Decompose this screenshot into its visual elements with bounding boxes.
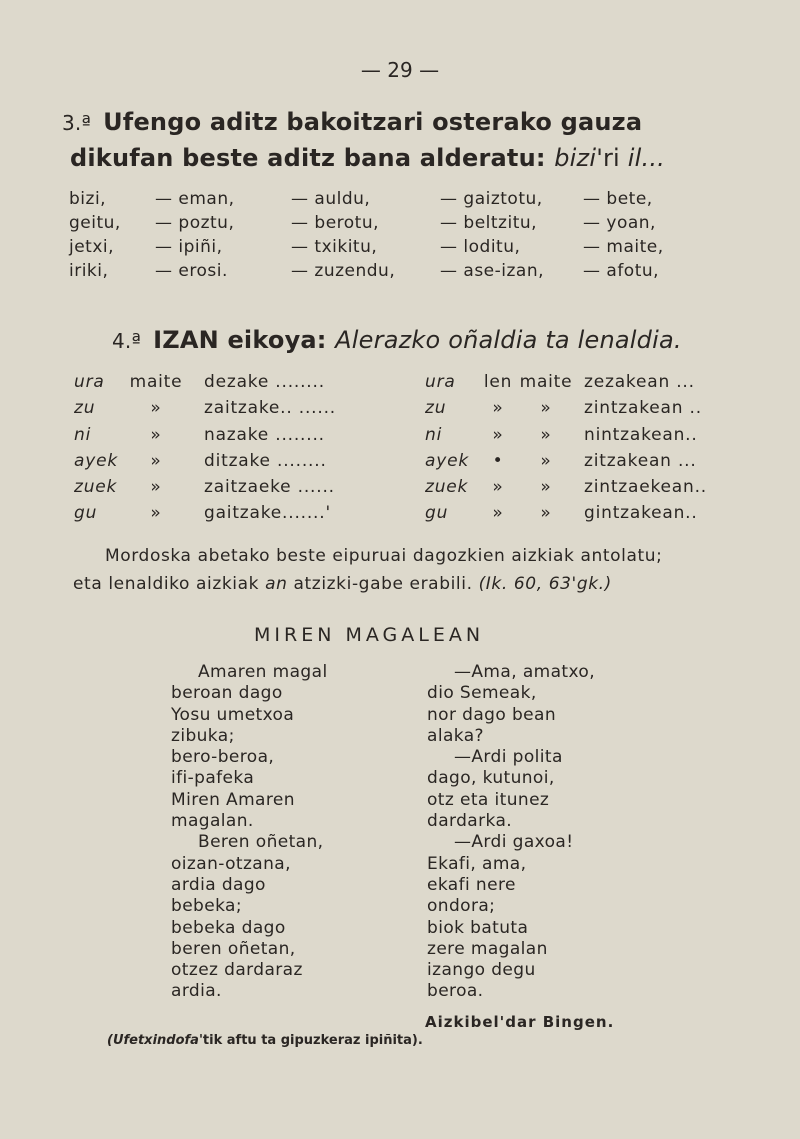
- poem-line: bebeka dago: [171, 917, 286, 938]
- verb-form: zaitzaeke ......: [204, 477, 335, 498]
- verb-grid-col4: [440, 187, 544, 283]
- verb-cell: — berotu,: [291, 213, 380, 233]
- exercise-3-title-text: Ufengo aditz bakoitzari osterako gauza: [103, 108, 643, 136]
- exercise-3-title-line2: [70, 144, 665, 172]
- exercise-3-title-example: bizi: [554, 144, 597, 172]
- aux: •: [492, 450, 504, 471]
- verb-cell: — poztu,: [155, 213, 235, 233]
- exercise-3-title-line1: [62, 108, 642, 136]
- verb: »: [540, 450, 552, 471]
- verb-cell: — yoan,: [583, 213, 656, 233]
- verb-grid-col3: [291, 187, 395, 283]
- note-text: eta lenaldiko aizkiak: [73, 574, 266, 594]
- conj-right-aux: [480, 369, 516, 527]
- poem-line: dardarka.: [427, 811, 513, 832]
- aux: len: [483, 372, 513, 392]
- poem-author: Aizkibel'dar Bingen.: [425, 1013, 615, 1031]
- aux: »: [492, 398, 504, 419]
- poem-line: ekafi nere: [427, 874, 516, 895]
- exercise-4-title-text: IZAN eikoya:: [153, 326, 336, 354]
- verb-form: zaitzake.. ......: [204, 398, 337, 419]
- verb-form: zintzaekean..: [584, 477, 707, 498]
- verb-cell: — txikitu,: [291, 237, 378, 257]
- exercise-4-title: [112, 326, 682, 354]
- verb-form: dezake ........: [204, 372, 325, 392]
- exercise-3-number: 3.ª: [62, 111, 92, 135]
- pronoun: ayek: [425, 450, 469, 471]
- verb-grid-col5: [583, 187, 664, 283]
- poem-line: dago, kutunoi,: [427, 768, 555, 789]
- verb: »: [150, 477, 162, 498]
- verb-form: gintzakean..: [584, 503, 698, 524]
- conj-left-forms: [204, 369, 336, 527]
- aux: »: [492, 477, 504, 498]
- verb-grid-col1: [69, 187, 121, 283]
- verb-cell: — maite,: [583, 237, 664, 257]
- note-text-2: atzizki-gabe erabili.: [287, 574, 479, 594]
- pronoun: ni: [425, 424, 443, 445]
- poem-line: biok batuta: [427, 917, 529, 938]
- poem-right-column: [427, 662, 595, 1003]
- pronoun: ura: [425, 372, 456, 392]
- verb-cell: — auldu,: [291, 189, 371, 209]
- page-number: — 29 —: [360, 58, 440, 82]
- verb-cell: — zuzendu,: [291, 261, 396, 281]
- note-italic: an: [265, 574, 288, 594]
- poem-line: nor dago bean: [427, 704, 557, 725]
- verb: »: [540, 424, 552, 445]
- verb-cell: — afotu,: [583, 261, 660, 281]
- verb-form: nintzakean..: [584, 424, 698, 445]
- poem-line: zere magalan: [427, 938, 548, 959]
- exercise-3-title-example-2: il...: [627, 144, 665, 172]
- poem-line: alaka?: [427, 725, 484, 746]
- verb-cell: — erosi.: [155, 261, 228, 281]
- pronoun: ura: [74, 372, 105, 392]
- exercise-4-number: 4.ª: [112, 329, 142, 353]
- verb-cell: bizi,: [69, 189, 107, 209]
- pronoun: zuek: [425, 477, 469, 498]
- poem-line: Ekafi, ama,: [427, 853, 527, 874]
- conj-right-forms: [584, 369, 707, 527]
- poem-line: izango degu: [427, 960, 536, 981]
- credit-text: 'tik aftu ta gipuzkeraz ipiñita).: [198, 1033, 423, 1048]
- credit-source: (Ufetxindofa: [107, 1033, 199, 1048]
- verb: »: [150, 503, 162, 524]
- pronoun: zuek: [74, 477, 118, 498]
- poem-credit: [107, 1033, 423, 1048]
- poem-line: beroa.: [427, 981, 484, 1002]
- exercise-4-title-italic: Alerazko oñaldia ta lenaldia.: [335, 326, 682, 354]
- poem-line: ifi-pafeka: [171, 768, 255, 789]
- verb-cell: jetxi,: [69, 237, 115, 257]
- poem-line: ardia dago: [171, 874, 266, 895]
- poem-left-column: [171, 662, 328, 1003]
- conj-left-verbs: [128, 369, 184, 527]
- poem-line: magalan.: [171, 811, 254, 832]
- verb: maite: [129, 372, 183, 392]
- poem-line: ardia.: [171, 981, 222, 1002]
- pronoun: gu: [74, 503, 98, 524]
- poem-line: bebeka;: [171, 896, 242, 917]
- pronoun: zu: [74, 398, 96, 419]
- verb-cell: — eman,: [155, 189, 235, 209]
- poem-line: Miren Amaren: [171, 789, 295, 810]
- poem-title: MIREN MAGALEAN: [254, 624, 485, 646]
- verb-cell: — gaiztotu,: [440, 189, 543, 209]
- verb-cell: — ipiñi,: [155, 237, 223, 257]
- note-reference: (Ik. 60, 63'gk.): [478, 574, 612, 594]
- poem-line: beroan dago: [171, 683, 283, 704]
- aux: »: [492, 424, 504, 445]
- verb-cell: — loditu,: [440, 237, 521, 257]
- verb-form: zitzakean ...: [584, 450, 697, 471]
- conj-left-pronouns: [74, 369, 118, 527]
- aux: »: [492, 503, 504, 524]
- verb-form: gaitzake.......': [204, 503, 331, 524]
- verb-form: ditzake ........: [204, 450, 327, 471]
- pronoun: gu: [425, 503, 449, 524]
- verb-cell: iriki,: [69, 261, 109, 281]
- verb: »: [540, 398, 552, 419]
- poem-line: oizan-otzana,: [171, 853, 291, 874]
- poem-line: Amaren magal: [198, 662, 328, 682]
- poem-line: —Ama, amatxo,: [454, 662, 596, 682]
- poem-line: ondora;: [427, 896, 496, 917]
- poem-line: beren oñetan,: [171, 938, 296, 959]
- conj-right-verbs: [518, 369, 574, 527]
- verb-form: nazake ........: [204, 424, 325, 445]
- poem-line: Beren oñetan,: [198, 832, 324, 853]
- verb: »: [540, 503, 552, 524]
- verb-grid-col2: [155, 187, 235, 283]
- verb-cell: — ase-izan,: [440, 261, 545, 281]
- verb: »: [150, 424, 162, 445]
- note-line2: [73, 574, 612, 594]
- poem-line: —Ardi polita: [454, 747, 563, 768]
- verb-cell: — beltzitu,: [440, 213, 538, 233]
- poem-line: bero-beroa,: [171, 747, 275, 768]
- verb-form: zintzakean ..: [584, 398, 702, 419]
- verb-cell: geitu,: [69, 213, 121, 233]
- verb: »: [150, 450, 162, 471]
- poem-line: otzez dardaraz: [171, 960, 303, 981]
- verb: »: [540, 477, 552, 498]
- pronoun: ayek: [74, 450, 118, 471]
- pronoun: zu: [425, 398, 447, 419]
- exercise-3-title-part: dikufan beste aditz bana alderatu:: [70, 144, 555, 172]
- verb-cell: — bete,: [583, 189, 653, 209]
- poem-line: dio Semeak,: [427, 683, 537, 704]
- note-line1: Mordoska abetako beste eipuruai dagozkien aizkiak antolatu;: [105, 546, 663, 566]
- poem-line: —Ardi gaxoa!: [454, 832, 574, 853]
- verb: »: [150, 398, 162, 419]
- poem-line: otz eta itunez: [427, 789, 550, 810]
- poem-line: Yosu umetxoa: [171, 704, 295, 725]
- conj-right-pronouns: [425, 369, 469, 527]
- exercise-3-title-suffix: 'ri: [596, 144, 628, 172]
- poem-line: zibuka;: [171, 725, 235, 746]
- pronoun: ni: [74, 424, 92, 445]
- verb-form: zezakean ...: [584, 372, 695, 392]
- verb: maite: [519, 372, 573, 392]
